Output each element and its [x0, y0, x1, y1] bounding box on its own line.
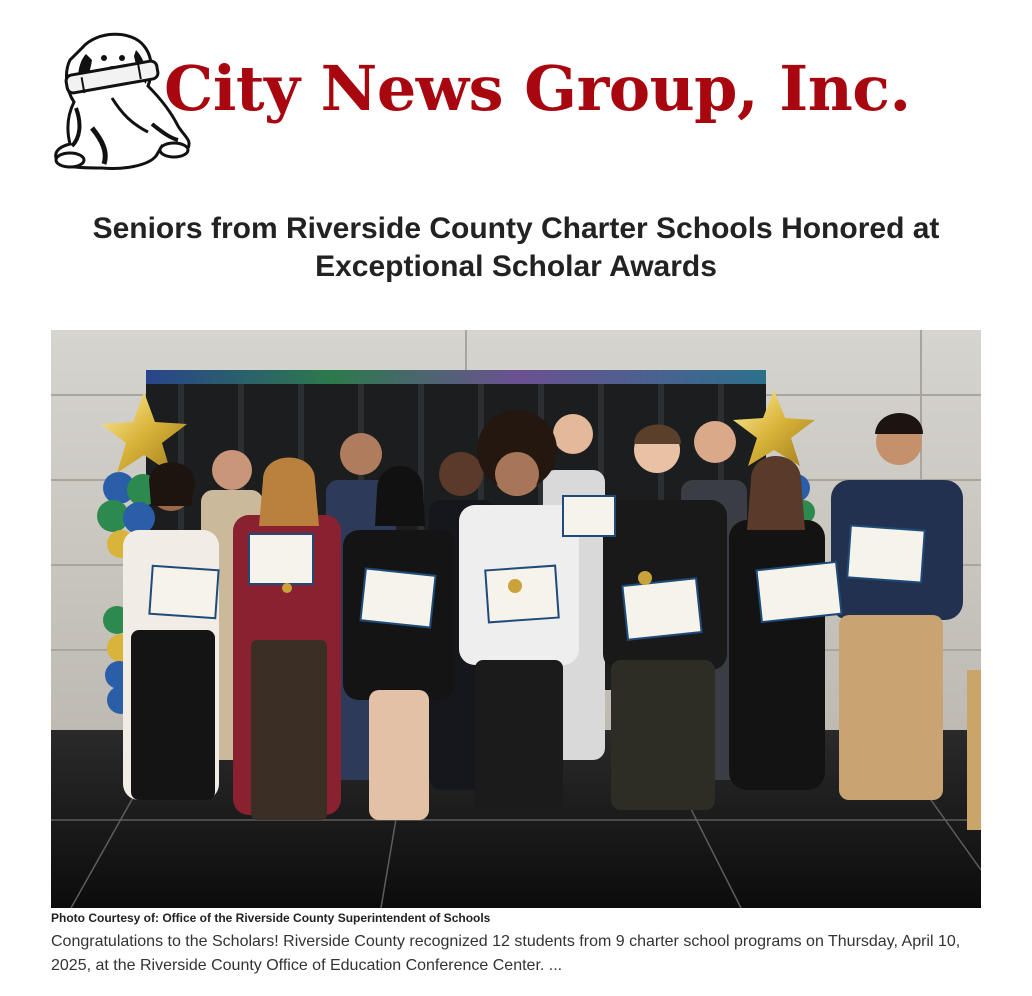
article-headline[interactable]: Seniors from Riverside County Charter Schools Honored at Exceptional Scholar Awards	[92, 212, 940, 283]
publisher-name: City News Group, Inc.	[164, 52, 911, 125]
article-summary: Congratulations to the Scholars! Riverside County recognized 12 students from 9 charter school programs on Thursday, April 10, 2025, at the Riverside County Office of Education Conference Center. ...	[51, 933, 961, 974]
masthead	[52, 28, 972, 173]
group-photo-image	[51, 330, 981, 908]
photo-credit: Photo Courtesy of: Office of the Riverside County Superintendent of Schools	[51, 911, 491, 925]
article-photo[interactable]	[51, 330, 981, 908]
